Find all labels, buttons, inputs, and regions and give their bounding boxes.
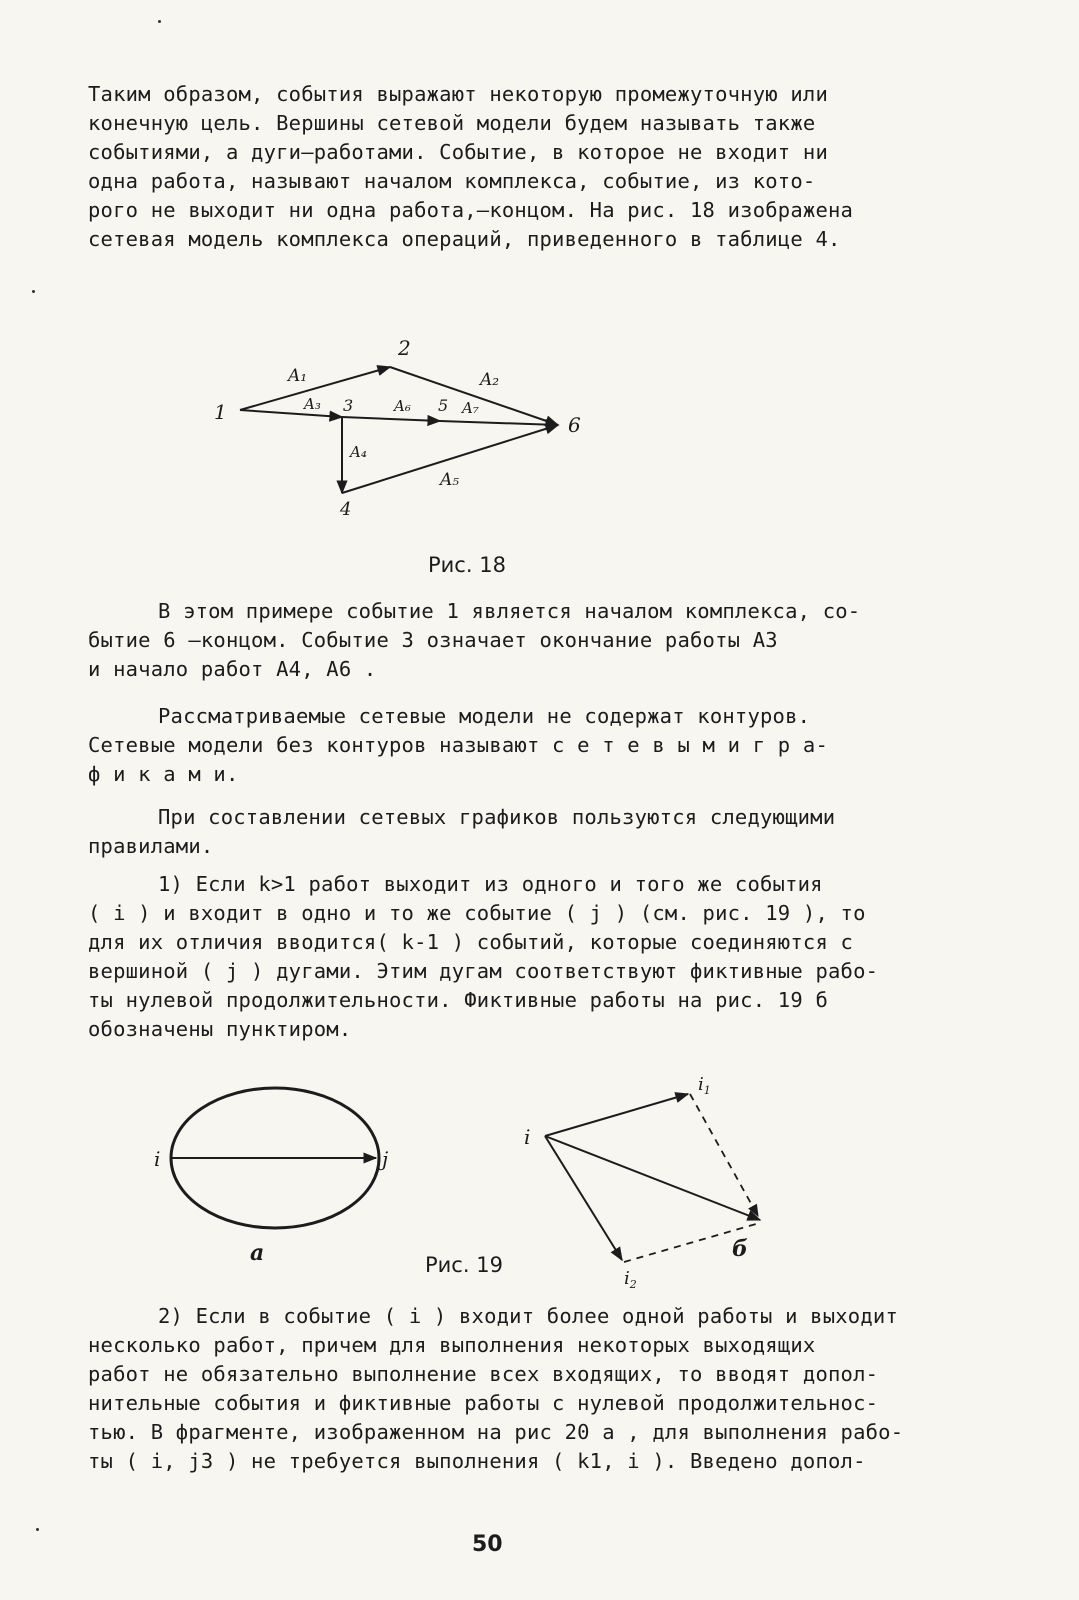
edge-A7 [440,421,558,425]
text-line: ты ( i, j3 ) не требуется выполнения ( k1, i ). Введено допол- [88,1449,866,1473]
node-5-label: 5 [438,396,449,415]
edge-label-A6: A₆ [394,397,411,415]
text-line: рого не выходит ни одна работа,–концом. На рис. 18 изображена [88,198,854,222]
text-line: ф и к а м и. [88,762,239,786]
text-line: ты нулевой продолжительности. Фиктивные работы на рис. 19 б [88,988,828,1012]
text-line: правилами. [88,834,214,858]
edge-A6 [342,417,440,421]
text-line: ( i ) и входит в одно и то же событие ( j ) (см. рис. 19 ), то [88,901,866,925]
edge-label-A2: A₂ [480,370,500,390]
edge-label-A4: A₄ [350,443,367,461]
text-line: бытие 6 –концом. Событие 3 означает окончание работы A3 [88,628,778,652]
arc-i-i2 [545,1136,622,1260]
text-line: и начало работ A4, A6 . [88,657,377,681]
text-line: Рассматриваемые сетевые модели не содержат контуров. [158,704,811,728]
text-line: При составлении сетевых графиков пользуются следующими [158,805,836,829]
node-3-label: 3 [343,396,354,415]
node-4-label: 4 [340,499,352,520]
figure-18-caption: Рис. 18 [428,553,506,577]
paragraph-example [88,597,998,684]
text-line: конечную цель. Вершины сетевой модели будем называть также [88,111,816,135]
node-j-label-a: j [382,1147,389,1171]
text-line: одна работа, называют началом комплекса, событие, из кото- [88,169,816,193]
text-line: обозначены пунктиром. [88,1017,352,1041]
node-1-label: 1 [214,400,227,424]
panel-b-label: б [732,1236,748,1262]
text-line: событиями, а дуги–работами. Событие, в которое не входит ни [88,140,828,164]
text-line: вершиной ( j ) дугами. Этим дугам соответствуют фиктивные рабо- [88,959,879,983]
text-line: сетевая модель комплекса операций, приведенного в таблице 4. [88,227,841,251]
panel-a-label: а [250,1240,265,1266]
figure-19a [154,1088,388,1266]
figure-18-network-diagram [200,325,620,525]
node-i-label-b: i [524,1125,531,1149]
text-line: В этом примере событие 1 является началом комплекса, со- [158,599,861,623]
node-2-label: 2 [398,336,411,360]
text-line: нительные события и фиктивные работы с нулевой продолжительнос- [88,1391,879,1415]
node-6-label: 6 [568,413,581,437]
edge-label-A7: A₇ [462,399,479,417]
paragraph-intro [88,80,998,254]
edge-label-A5: A₅ [440,470,460,490]
paragraph-contours [88,702,998,789]
node-i1-label: $i_1$ [698,1074,711,1097]
paragraph-rules-intro [88,803,998,861]
arc-i-i1 [545,1094,688,1136]
text-line: работ не обязательно выполнение всех входящих, то вводят допол- [88,1362,879,1386]
scan-speck [36,1528,39,1531]
paragraph-rule-2 [88,1302,998,1476]
scan-speck [32,290,35,293]
scan-speck [158,20,161,23]
figure-19b [524,1074,760,1290]
node-i2-label: $i_2$ [624,1268,637,1290]
edge-label-A1: A₁ [288,366,308,386]
page-number: 50 [472,1532,503,1557]
text-line: несколько работ, причем для выполнения некоторых выходящих [88,1333,816,1357]
edge-label-A3: A₃ [304,395,321,413]
arc-i-6 [545,1136,760,1220]
text-line: Таким образом, события выражают некоторую промежуточную или [88,82,828,106]
text-line: Сетевые модели без контуров называют с е т е в ы м и г р а- [88,733,828,757]
paragraph-rule-1 [88,870,998,1044]
text-line: для их отличия вводится( k-1 ) событий, которые соединяются с [88,930,854,954]
text-line: тью. В фрагменте, изображенном на рис 20 а , для выполнения рабо- [88,1420,904,1444]
text-line: 1) Если k>1 работ выходит из одного и того же события [158,872,823,896]
node-i-label-a: i [154,1147,161,1171]
edge-A3 [240,410,342,417]
figure-19-caption: Рис. 19 [425,1253,503,1277]
text-line: 2) Если в событие ( i ) входит более одной работы и выходит [158,1304,898,1328]
